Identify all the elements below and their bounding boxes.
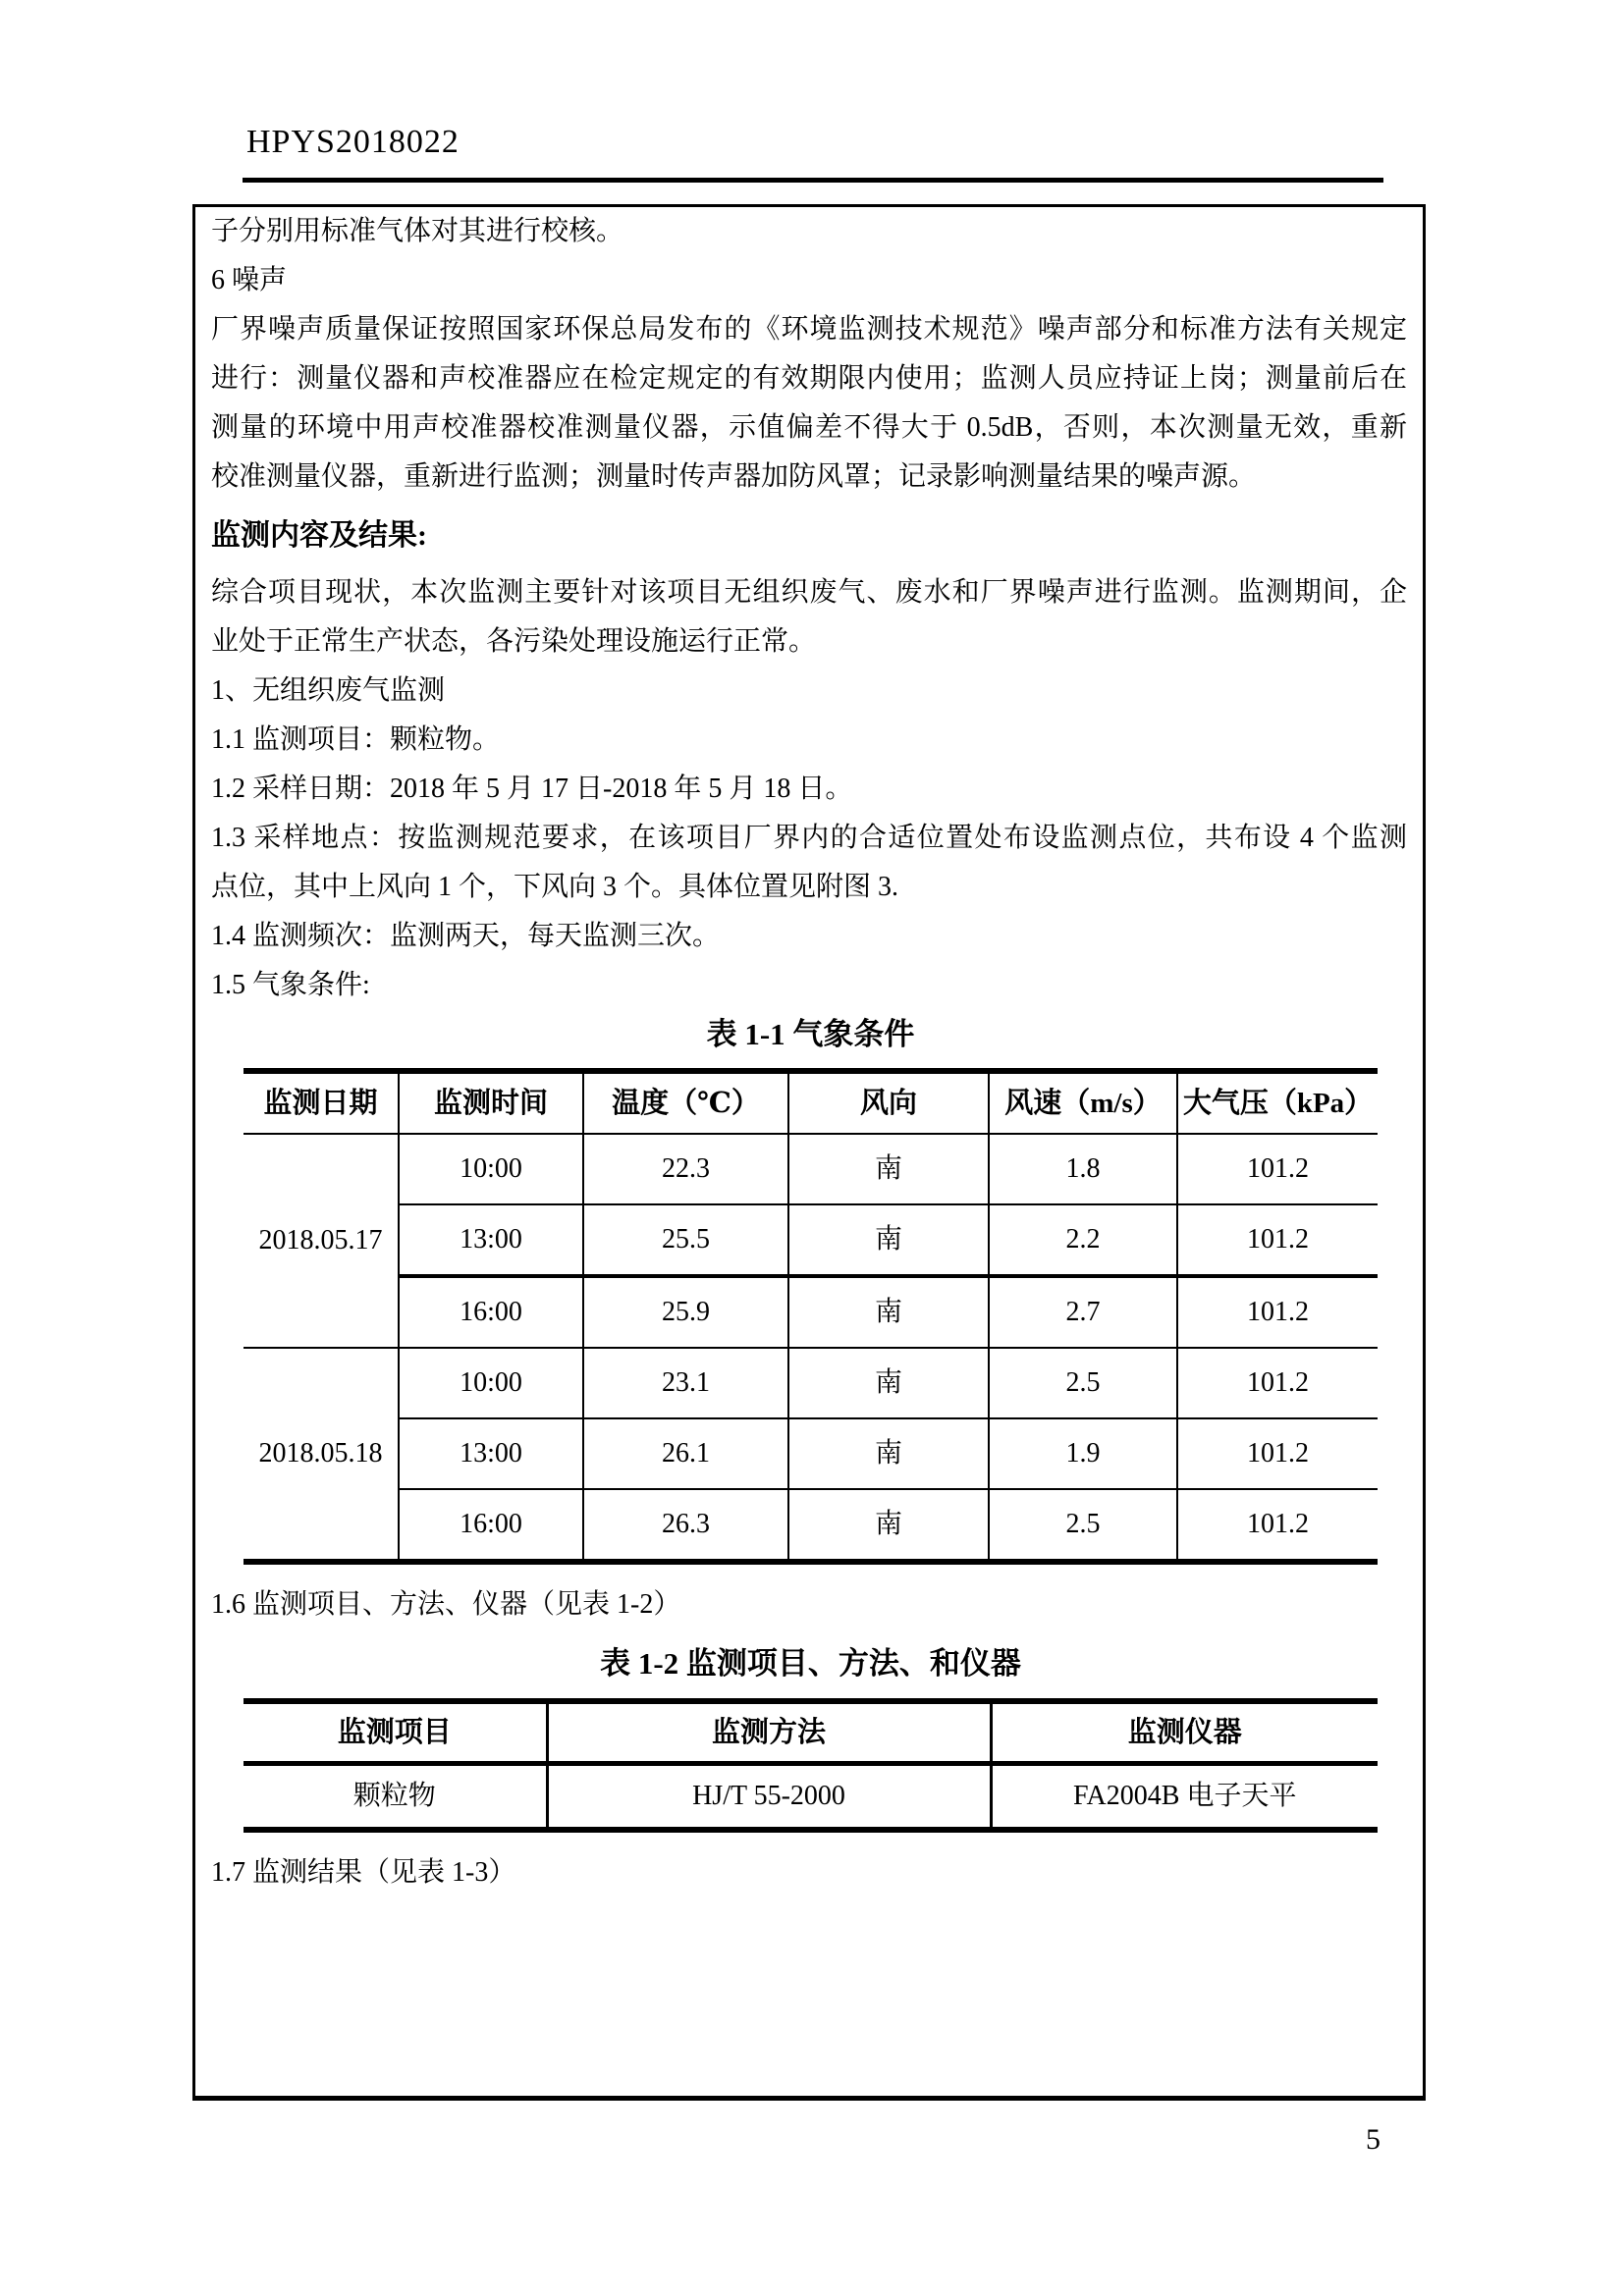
paragraph-line: 厂界噪声质量保证按照国家环保总局发布的《环境监测技术规范》噪声部分和标准方法有关规定 bbox=[211, 314, 1407, 345]
weather-cell: 26.3 bbox=[583, 1489, 788, 1562]
weather-cell: 南 bbox=[788, 1418, 989, 1489]
list-item-1-3 bbox=[211, 814, 1407, 912]
weather-cell: 10:00 bbox=[399, 1348, 583, 1418]
weather-col-header-wind-dir: 风向 bbox=[788, 1071, 989, 1134]
weather-table-title: 表 1-1 气象条件 bbox=[706, 1017, 915, 1051]
methods-cell: 颗粒物 bbox=[244, 1764, 547, 1831]
weather-cell: 1.8 bbox=[989, 1134, 1177, 1204]
paragraph-noise-number: 6 噪声 bbox=[211, 265, 288, 295]
weather-table bbox=[244, 1068, 1378, 1565]
methods-cell: FA2004B 电子天平 bbox=[991, 1764, 1378, 1831]
methods-table bbox=[244, 1698, 1378, 1833]
weather-cell: 2.5 bbox=[989, 1348, 1177, 1418]
methods-col-header-instrument: 监测仪器 bbox=[991, 1701, 1378, 1764]
paragraph-calibration: 子分别用标准气体对其进行校核。 bbox=[211, 216, 624, 246]
methods-header-row bbox=[244, 1701, 1378, 1764]
weather-cell: 101.2 bbox=[1177, 1204, 1378, 1276]
weather-header-row bbox=[244, 1071, 1378, 1134]
weather-cell: 23.1 bbox=[583, 1348, 788, 1418]
weather-cell: 16:00 bbox=[399, 1276, 583, 1348]
weather-cell: 13:00 bbox=[399, 1204, 583, 1276]
weather-col-header-pressure: 大气压（kPa） bbox=[1177, 1071, 1378, 1134]
weather-cell: 26.1 bbox=[583, 1418, 788, 1489]
paragraph-line: 点位，其中上风向 1 个，下风向 3 个。具体位置见附图 3. bbox=[211, 872, 899, 902]
table-row bbox=[244, 1348, 1378, 1418]
weather-cell: 22.3 bbox=[583, 1134, 788, 1204]
weather-col-header-date: 监测日期 bbox=[244, 1071, 399, 1134]
list-item-1-5: 1.5 气象条件: bbox=[211, 970, 370, 1000]
methods-table-title: 表 1-2 监测项目、方法、和仪器 bbox=[600, 1646, 1021, 1681]
report-code: HPYS2018022 bbox=[246, 124, 460, 160]
weather-cell: 南 bbox=[788, 1348, 989, 1418]
paragraph-line: 校准测量仪器，重新进行监测；测量时传声器加防风罩；记录影响测量结果的噪声源。 bbox=[211, 461, 1257, 492]
list-item-1-2: 1.2 采样日期：2018 年 5 月 17 日-2018 年 5 月 18 日。 bbox=[211, 774, 853, 804]
paragraph-line: 业处于正常生产状态，各污染处理设施运行正常。 bbox=[211, 626, 817, 657]
report-content-box bbox=[192, 204, 1426, 2101]
weather-col-header-temp: 温度（℃） bbox=[583, 1071, 788, 1134]
table-row bbox=[244, 1489, 1378, 1562]
weather-cell: 16:00 bbox=[399, 1489, 583, 1562]
weather-cell: 101.2 bbox=[1177, 1134, 1378, 1204]
weather-cell: 南 bbox=[788, 1204, 989, 1276]
weather-cell: 101.2 bbox=[1177, 1418, 1378, 1489]
weather-cell: 101.2 bbox=[1177, 1348, 1378, 1418]
weather-date-cell: 2018.05.18 bbox=[244, 1348, 399, 1562]
weather-cell: 101.2 bbox=[1177, 1489, 1378, 1562]
weather-cell: 南 bbox=[788, 1134, 989, 1204]
methods-col-header-item: 监测项目 bbox=[244, 1701, 547, 1764]
list-item-1-4: 1.4 监测频次：监测两天，每天监测三次。 bbox=[211, 921, 721, 951]
paragraph-line: 进行：测量仪器和声校准器应在检定规定的有效期限内使用；监测人员应持证上岗；测量前后在 bbox=[211, 363, 1407, 394]
weather-cell: 南 bbox=[788, 1276, 989, 1348]
paragraph-line: 测量的环境中用声校准器校准测量仪器，示值偏差不得大于 0.5dB，否则，本次测量无效，重新 bbox=[211, 412, 1407, 443]
section-heading-results: 监测内容及结果: bbox=[211, 519, 427, 552]
table-row bbox=[244, 1418, 1378, 1489]
paragraph-noise-qa bbox=[211, 305, 1407, 502]
weather-cell: 1.9 bbox=[989, 1418, 1177, 1489]
table-row bbox=[244, 1134, 1378, 1204]
paragraph-line: 1.3 采样地点：按监测规范要求，在该项目厂界内的合适位置处布设监测点位，共布设 4 个监测 bbox=[211, 823, 1407, 853]
methods-cell: HJ/T 55-2000 bbox=[547, 1764, 991, 1831]
list-item-1-6: 1.6 监测项目、方法、仪器（见表 1-2） bbox=[211, 1589, 681, 1620]
weather-cell: 南 bbox=[788, 1489, 989, 1562]
table-row bbox=[244, 1764, 1378, 1831]
weather-cell: 2.2 bbox=[989, 1204, 1177, 1276]
list-item-1-7: 1.7 监测结果（见表 1-3） bbox=[211, 1857, 516, 1888]
methods-col-header-method: 监测方法 bbox=[547, 1701, 991, 1764]
weather-col-header-wind-speed: 风速（m/s） bbox=[989, 1071, 1177, 1134]
weather-cell: 2.7 bbox=[989, 1276, 1177, 1348]
weather-cell: 101.2 bbox=[1177, 1276, 1378, 1348]
paragraph-overview bbox=[211, 568, 1407, 667]
weather-col-header-time: 监测时间 bbox=[399, 1071, 583, 1134]
weather-cell: 13:00 bbox=[399, 1418, 583, 1489]
list-item-1-1: 1.1 监测项目：颗粒物。 bbox=[211, 724, 501, 755]
table-row bbox=[244, 1276, 1378, 1348]
weather-cell: 2.5 bbox=[989, 1489, 1177, 1562]
weather-cell: 25.5 bbox=[583, 1204, 788, 1276]
header-rule bbox=[243, 178, 1383, 183]
table-row bbox=[244, 1204, 1378, 1276]
weather-cell: 10:00 bbox=[399, 1134, 583, 1204]
list-item-1: 1、无组织废气监测 bbox=[211, 675, 446, 706]
weather-cell: 25.9 bbox=[583, 1276, 788, 1348]
page-number: 5 bbox=[1366, 2123, 1380, 2156]
weather-date-cell: 2018.05.17 bbox=[244, 1134, 399, 1348]
paragraph-line: 综合项目现状，本次监测主要针对该项目无组织废气、废水和厂界噪声进行监测。监测期间，企 bbox=[211, 577, 1407, 608]
